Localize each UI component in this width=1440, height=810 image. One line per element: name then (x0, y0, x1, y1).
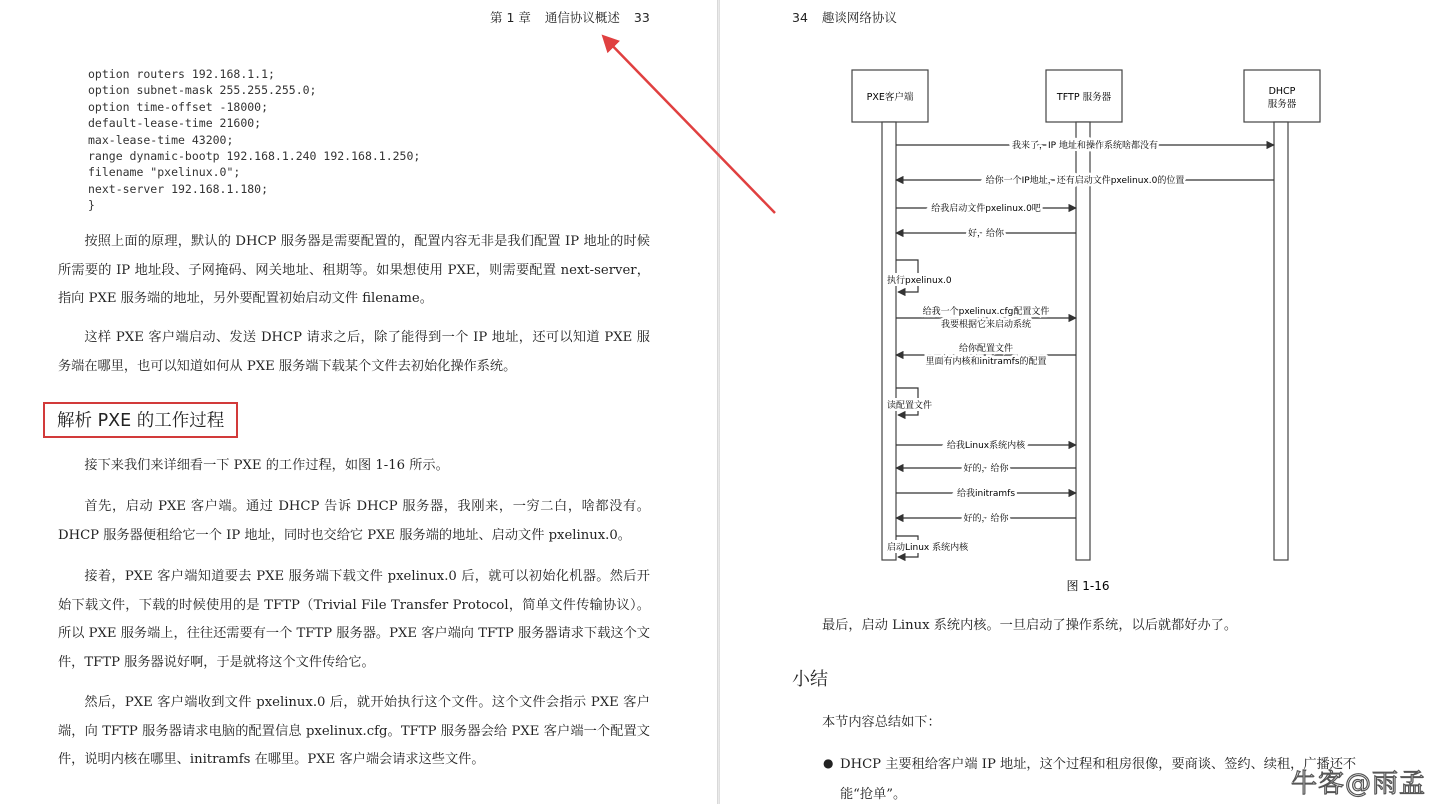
book-title: 趣谈网络协议 (821, 10, 897, 25)
section-title: 解析 PXE 的工作过程 (43, 402, 238, 438)
bullet-dot: ● (823, 756, 834, 770)
actor-label: TFTP 服务器 (1056, 92, 1112, 103)
message-label: 给我启动文件pxelinux.0吧 (931, 204, 1041, 214)
chapter-title: 通信协议概述 (544, 10, 620, 25)
paragraph: 接着，PXE 客户端知道要去 PXE 服务端下载文件 pxelinux.0 后，就可以初始化机器。然后开始下载文件，下载的时候使用的是 TFTP（Trivial File Transfer Protocol，简单文件传输协议）。所以 PXE 服务端上，往往还需要有一个 TFTP 服务器。PXE 客户端向 TFTP 服务器请求下载这个文件，TFTP 服务器说好啊，于是就将这个文件传给它。 (58, 569, 650, 670)
lifeline-tftp-server (1076, 122, 1090, 560)
message-label: 好的，给你 (963, 514, 1009, 524)
paragraph: 这样 PXE 客户端启动、发送 DHCP 请求之后，除了能得到一个 IP 地址，还可以知道 PXE 服务端在哪里，也可以知道如何从 PXE 服务端下载某个文件去初始化操作系统。 (58, 330, 650, 374)
paragraph: 接下来我们来详细看一下 PXE 的工作过程，如图 1-16 所示。 (84, 458, 449, 473)
pointer-arrow (604, 37, 775, 213)
figure-caption: 图 1-16 (1066, 579, 1110, 593)
actor-label: DHCP 服务器 (1267, 86, 1297, 110)
paragraph: 首先，启动 PXE 客户端。通过 DHCP 告诉 DHCP 服务器，我刚来，一穷二白，啥都没有。DHCP 服务器便租给它一个 IP 地址，同时也交给它 PXE 服务端的地址、启动文件 pxelinux.0。 (58, 499, 650, 543)
message-label: 给你配置文件 (958, 344, 1014, 354)
summary-title: 小结 (792, 669, 828, 690)
message-label: 给我Linux系统内核 (946, 441, 1026, 451)
message-label: 我要根据它来启动系统 (940, 320, 1032, 330)
watermark: 牛客@雨孟 (1290, 769, 1426, 799)
page-number: 34 (792, 10, 808, 25)
paragraph: 按照上面的原理，默认的 DHCP 服务器是需要配置的，配置内容无非是我们配置 IP 地址的时候所需要的 IP 地址段、子网掩码、网关地址、租期等。如果想使用 PXE，则需要配置 next-server，指向 PXE 服务端的地址，另外要配置初始启动文件 filename。 (58, 234, 650, 306)
paragraph: 最后，启动 Linux 系统内核。一旦启动了操作系统，以后就都好办了。 (822, 618, 1238, 633)
message-label: 好的，给你 (963, 464, 1009, 474)
actor-dhcp-server (1244, 70, 1320, 122)
actor-tftp-server (1046, 70, 1122, 122)
page-number: 33 (633, 10, 650, 25)
message-label: 给你一个IP地址，还有启动文件pxelinux.0的位置 (985, 176, 1185, 186)
message-label: 执行pxelinux.0 (887, 276, 952, 286)
paragraph: 然后，PXE 客户端收到文件 pxelinux.0 后，就开始执行这个文件。这个文件会指示 PXE 客户端，向 TFTP 服务器请求电脑的配置信息 pxelinux.cfg。TFTP 服务器会给 PXE 客户端一个配置文件，说明内核在哪里、initramfs 在哪里。PXE 客户端会请求这些文件。 (58, 695, 650, 767)
bullet-item: DHCP 主要租给客户端 IP 地址，这个过程和租房很像，要商谈、签约、续租，广播还不能“抢单”。 (840, 757, 1357, 802)
lifeline-dhcp-server (1274, 122, 1288, 560)
message-label: 启动Linux 系统内核 (887, 543, 969, 553)
code-block: option routers 192.168.1.1; option subnet-mask 255.255.255.0; option time-offset -18000; default-lease-time 21600; max-lease-time 43200; range dynamic-bootp 192.168.1.240 192.168.1.250; filename "pxelinux.0"; next-server 192.168.1.180; } (88, 67, 421, 213)
message-label: 好，给你 (967, 229, 1005, 239)
chapter-label: 第 1 章 (490, 10, 531, 25)
actor-pxe-client (852, 70, 928, 122)
message-label: 读配置文件 (887, 401, 933, 411)
actor-label: PXE客户端 (866, 92, 914, 103)
message-label: 我来了，IP 地址和操作系统啥都没有 (1012, 141, 1158, 151)
summary-intro: 本节内容总结如下： (822, 715, 941, 730)
message-label: 里面有内核和initramfs的配置 (925, 357, 1047, 367)
lifeline-pxe-client (882, 122, 896, 560)
message-label: 给我initramfs (956, 489, 1016, 499)
message-label: 给我一个pxelinux.cfg配置文件 (922, 307, 1050, 317)
